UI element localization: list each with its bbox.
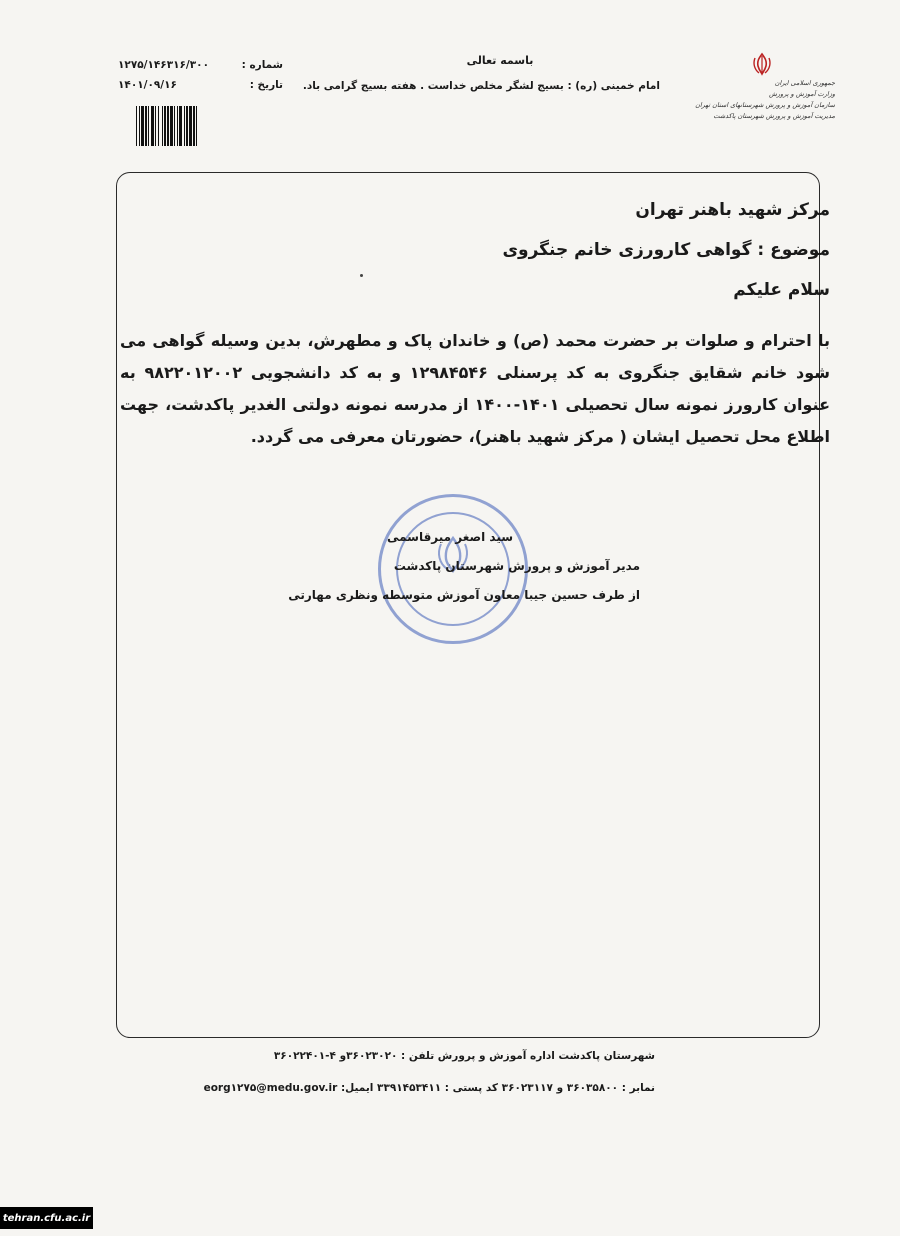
- iran-emblem-icon: [751, 52, 773, 76]
- date-value: ۱۴۰۱/۰۹/۱۶: [118, 79, 177, 91]
- motto: امام خمینی (ره) : بسیج لشگر مخلص خداست . هفته بسیج گرامی باد.: [302, 80, 660, 92]
- footer-contact: نمابر : ۳۶۰۳۵۸۰۰ و ۳۶۰۲۳۱۱۷ کد پستی : ۳۳۹۱۴۵۳۴۱۱ ایمیل: eorg۱۲۷۵@medu.gov.ir: [203, 1082, 655, 1094]
- greeting: سلام علیکم: [733, 280, 830, 300]
- signer-title: مدیر آموزش و پرورش شهرستان پاکدشت: [393, 559, 640, 573]
- number-label: شماره :: [241, 59, 283, 71]
- letter-body: با احترام و صلوات بر حضرت محمد (ص) و خاندان پاک و مطهرش، بدین وسیله گواهی می شود خانم شقایق جنگروی به کد پرسنلی ۱۲۹۸۴۵۴۶ و به کد دانشجویی ۹۸۲۲۰۱۲۰۰۲ به عنوان کارورز نمونه سال تحصیلی ۱۴۰۱-۱۴۰۰ از مدرسه نمونه دولتی الغدیر پاکدشت، جهت اطلاع محل تحصیل ایشان ( مرکز شهید باهنر)، حضورتان معرفی می گردد.: [120, 331, 831, 446]
- footer-address: شهرستان پاکدشت اداره آموزش و پرورش تلفن : ۳۶۰۲۳۰۲۰و ۴-۳۶۰۲۲۴۰۱: [273, 1050, 655, 1062]
- reference-block: [118, 55, 283, 95]
- on-behalf-line: از طرف حسین جیبا معاون آموزش متوسطه ونظری مهارتی: [288, 588, 640, 602]
- ministry-line: سازمان آموزش و پرورش شهرستانهای استان تهران: [695, 101, 835, 109]
- ministry-line: مدیریت آموزش و پرورش شهرستان پاکدشت: [713, 112, 835, 120]
- bismillah: باسمه تعالی: [466, 54, 534, 67]
- ministry-line: وزارت آموزش و پرورش: [768, 90, 835, 98]
- barcode-icon: [136, 106, 254, 146]
- recipient: مرکز شهید باهنر تهران: [635, 200, 830, 220]
- signer-name: سید اصغر میرقاسمی: [386, 530, 514, 544]
- ministry-line: جمهوری اسلامی ایران: [774, 79, 835, 87]
- subject: موضوع : گواهی کارورزی خانم جنگروی: [502, 240, 830, 260]
- ink-dot: [360, 274, 363, 277]
- number-value: ۱۲۷۵/۱۴۶۳۱۶/۳۰۰: [118, 59, 209, 71]
- date-label: تاریخ :: [249, 79, 283, 91]
- site-watermark: tehran.cfu.ac.ir: [0, 1207, 93, 1229]
